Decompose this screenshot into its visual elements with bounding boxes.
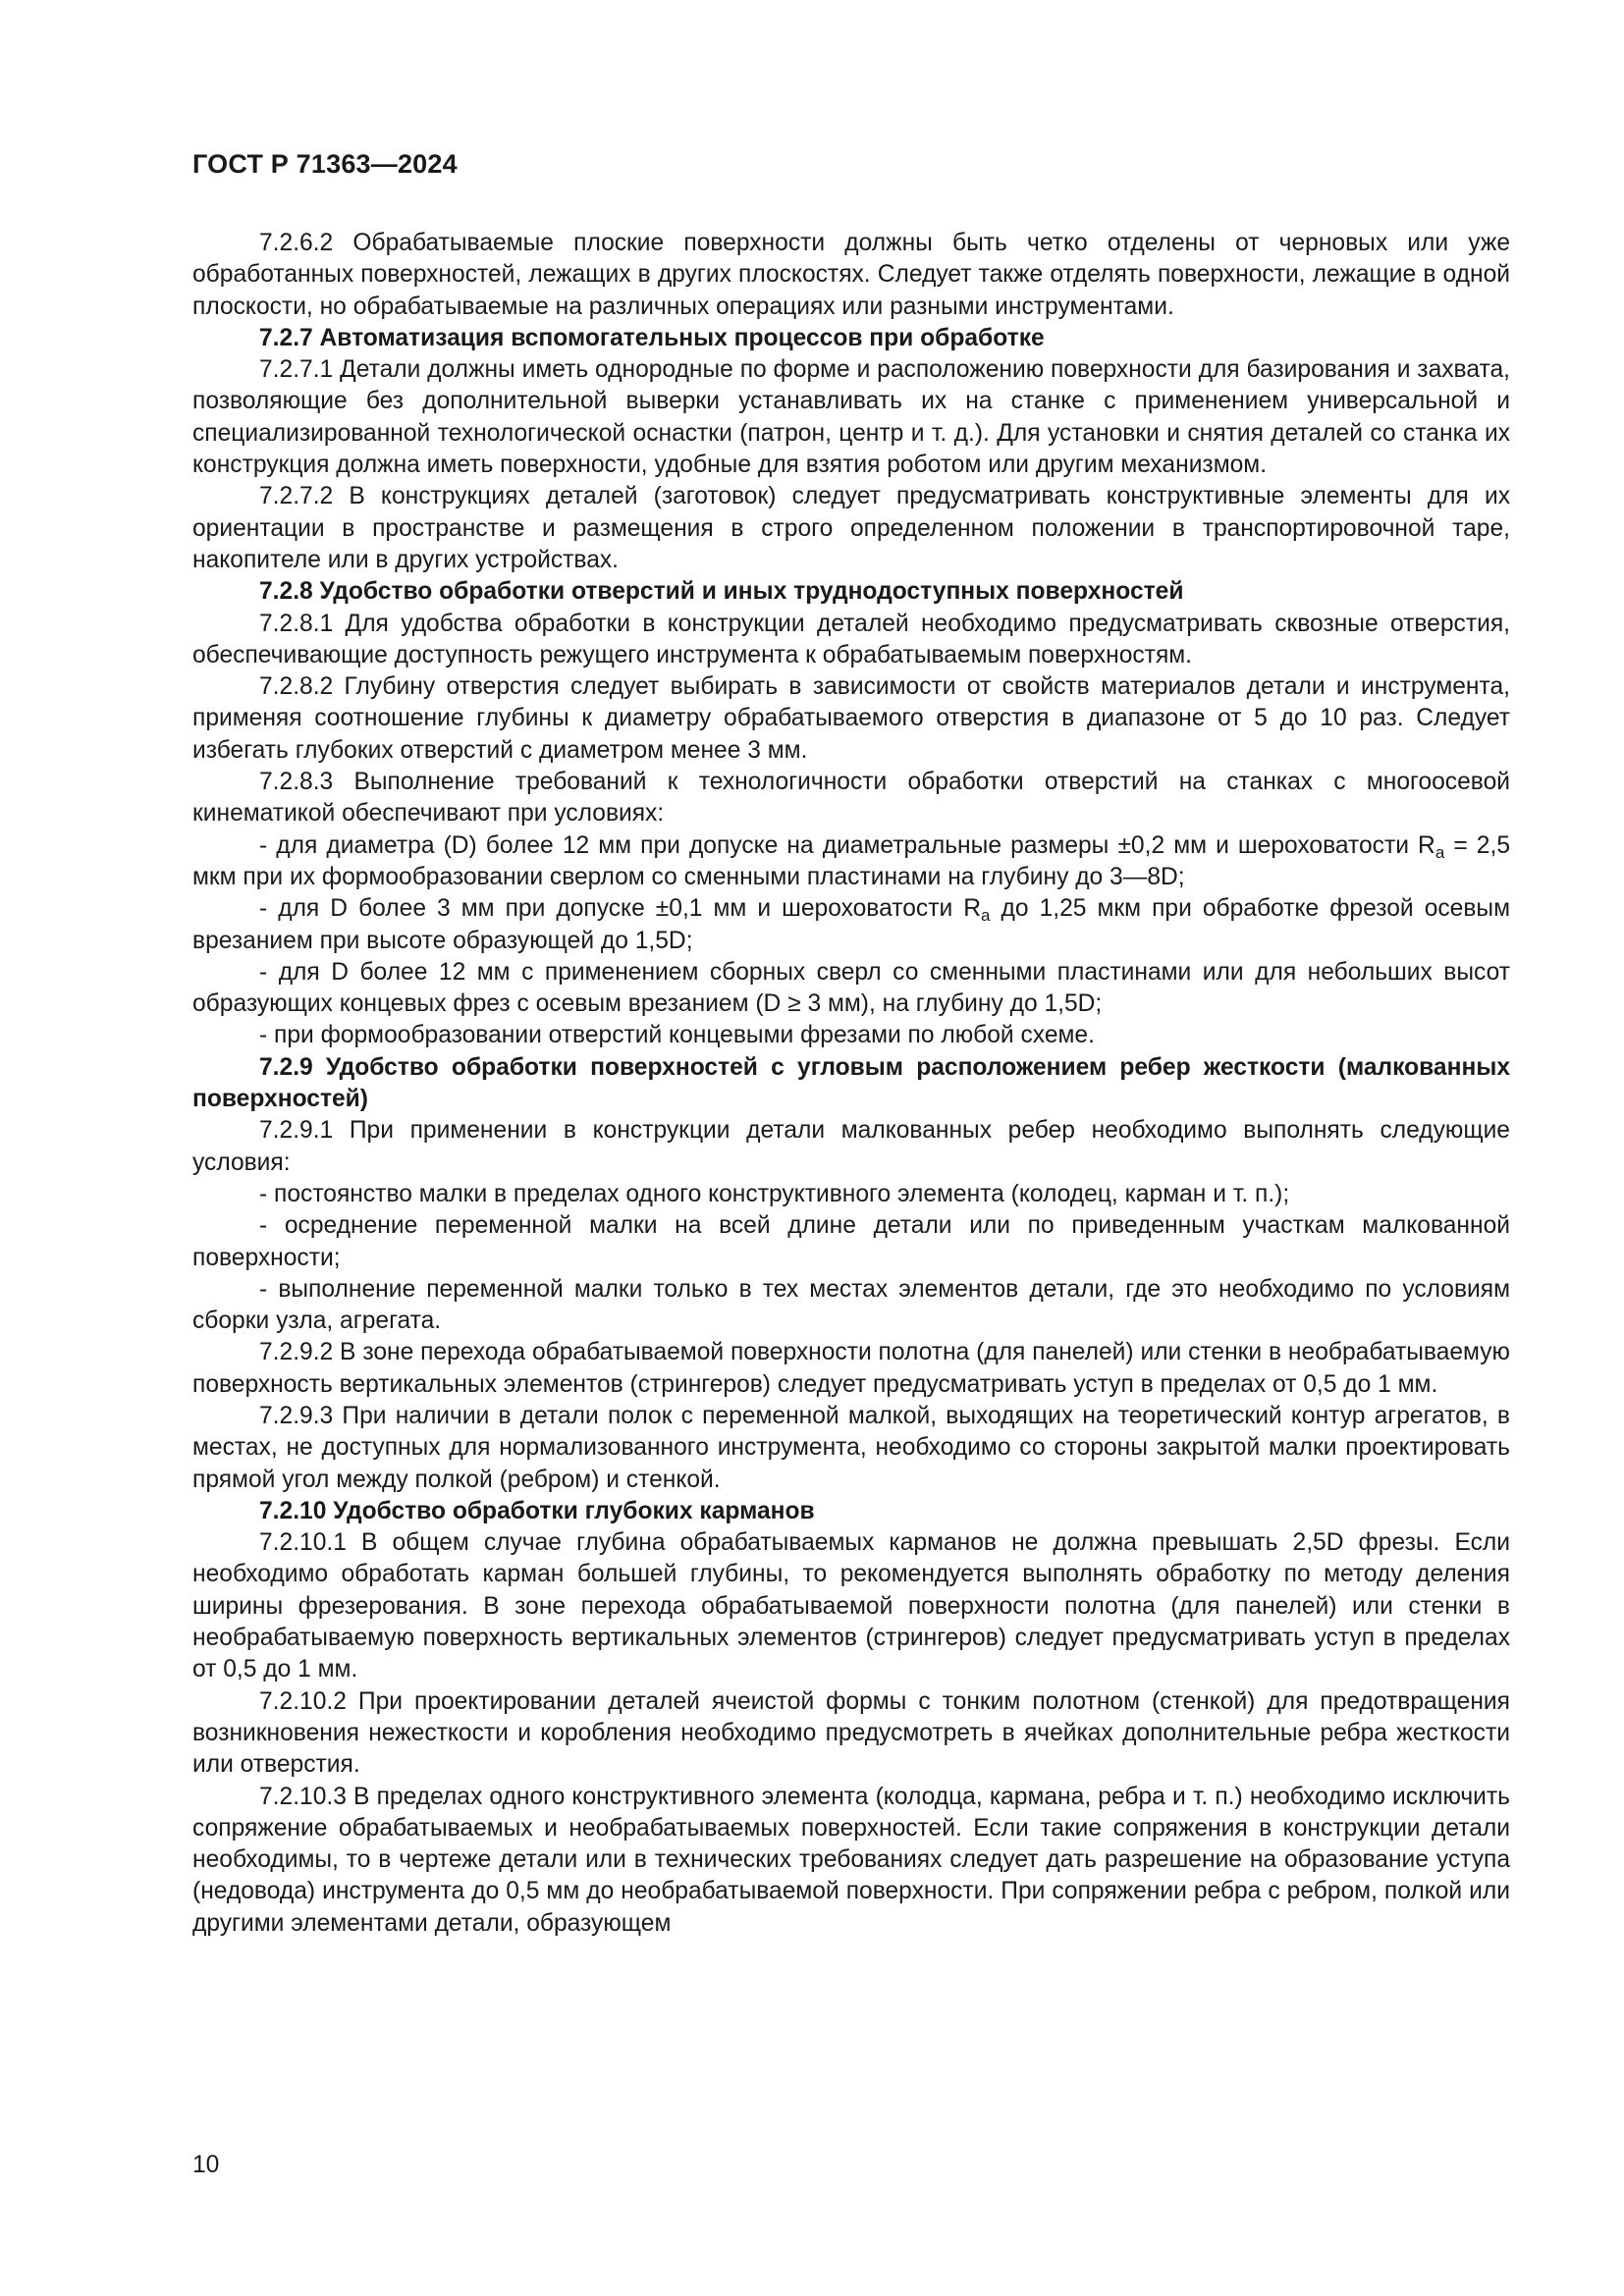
list-item-averaging-bevel: - осреднение переменной малки на всей длине детали или по приведенным участкам малкованной поверхности; <box>192 1212 1510 1271</box>
list-item-text: до 1,25 мкм при обработке фрезой осевым врезанием при высоте образующей до 1,5D; <box>192 895 1511 954</box>
paragraph-7-2-10-2: 7.2.10.2 При проектировании деталей ячеистой формы с тонким полотном (стенкой) для предотвращения возникновения нежесткости и коробления необходимо предусмотреть в ячейках дополнительные ребра жесткости или отверстия. <box>192 1687 1510 1779</box>
list-item-text: - для диаметра (D) более 12 мм при допуске на диаметральные размеры ±0,2 мм и шероховатости R <box>259 831 1435 859</box>
heading-7-2-10: 7.2.10 Удобство обработки глубоких карманов <box>259 1497 815 1524</box>
list-item-end-mills: - при формообразовании отверстий концевыми фрезами по любой схеме. <box>259 1022 1095 1049</box>
document-body <box>192 228 1510 1940</box>
paragraph-7-2-8-2: 7.2.8.2 Глубину отверстия следует выбирать в зависимости от свойств материалов детали и инструмента, применяя соотношение глубины к диаметру обрабатываемого отверстия в диапазоне от 5 до 10 раз. Следует избегать глубоких отверстий с диаметром менее 3 мм. <box>192 673 1510 764</box>
list-item-constant-bevel: - постоянство малки в пределах одного конструктивного элемента (колодец, карман и т. п.); <box>259 1180 1290 1207</box>
page-number: 10 <box>192 2152 220 2178</box>
paragraph-7-2-9-2: 7.2.9.2 В зоне перехода обрабатываемой поверхности полотна (для панелей) или стенки в необрабатываемую поверхность вертикальных элементов (стрингеров) следует предусматривать уступ в пределах от 0,5 до 1 мм. <box>192 1339 1510 1398</box>
heading-7-2-9: 7.2.9 Удобство обработки поверхностей с угловым расположением ребер жесткости (малкованных поверхностей) <box>192 1053 1510 1113</box>
list-item-text: - для D более 3 мм при допуске ±0,1 мм и шероховатости R <box>259 895 981 923</box>
paragraph-7-2-9-1: 7.2.9.1 При применении в конструкции детали малкованных ребер необходимо выполнять следующие условия: <box>192 1117 1510 1176</box>
paragraph-7-2-8-3: 7.2.8.3 Выполнение требований к технологичности обработки отверстий на станках с многоосевой кинематикой обеспечивают при условиях: <box>192 769 1510 828</box>
subscript-a: a <box>1435 842 1445 862</box>
paragraph-7-2-7-1: 7.2.7.1 Детали должны иметь однородные по форме и расположению поверхности для базирования и захвата, позволяющие без дополнительной выверки устанавливать их на станке с применением универсальной и специализированной технологической оснастки (патрон, центр и т. д.). Для установки и снятия деталей со станка их конструкция должна иметь поверхности, удобные для взятия роботом или другим механизмом. <box>192 356 1510 479</box>
paragraph-7-2-6-2: 7.2.6.2 Обрабатываемые плоские поверхности должны быть четко отделены от черновых или уже обработанных поверхностей, лежащих в других плоскостях. Следует также отделять поверхности, лежащие в одной плоскости, но обрабатываемые на различных операциях или разными инструментами. <box>192 230 1510 320</box>
list-item-text: = 2,5 мкм при их формообразовании сверлом со сменными пластинами на глубину до 3—8D; <box>192 831 1511 890</box>
paragraph-7-2-10-1: 7.2.10.1 В общем случае глубина обрабатываемых карманов не должна превышать 2,5D фрезы. Если необходимо обработать карман большей глубины, то рекомендуется выполнять обработку по методу деления ширины фрезерования. В зоне перехода обрабатываемой поверхности полотна (для панелей) или стенки в необрабатываемую поверхность вертикальных элементов (стрингеров) следует предусматривать уступ в пределах от 0,5 до 1 мм. <box>192 1529 1510 1683</box>
list-item-diameter-3mm <box>192 893 1510 957</box>
paragraph-7-2-10-3: 7.2.10.3 В пределах одного конструктивного элемента (колодца, кармана, ребра и т. п.) необходимо исключить сопряжение обрабатываемых и необрабатываемых поверхностей. Если такие сопряжения в конструкции детали необходимы, то в чертеже детали или в технических требованиях следует дать разрешение на образование уступа (недовода) инструмента до 0,5 мм до необрабатываемой поверхности. При сопряжении ребра с ребром, полкой или другими элементами детали, образующем <box>192 1783 1510 1937</box>
list-item-assembled-drills: - для D более 12 мм с применением сборных сверл со сменными пластинами или для небольших высот образующих концевых фрез с осевым врезанием (D ≥ 3 мм), на глубину до 1,5D; <box>192 958 1510 1018</box>
paragraph-7-2-7-2: 7.2.7.2 В конструкциях деталей (заготовок) следует предусматривать конструктивные элементы для их ориентации в пространстве и размещения в строго определенном положении в транспортировочной таре, накопителе или в других устройствах. <box>192 483 1510 573</box>
subscript-a: a <box>981 906 991 926</box>
paragraph-7-2-8-1: 7.2.8.1 Для удобства обработки в конструкции деталей необходимо предусматривать сквозные отверстия, обеспечивающие доступность режущего инструмента к обрабатываемым поверхностям. <box>192 610 1510 668</box>
heading-7-2-7: 7.2.7 Автоматизация вспомогательных процессов при обработке <box>259 324 1045 351</box>
document-header: ГОСТ Р 71363—2024 <box>192 149 458 179</box>
paragraph-7-2-9-3: 7.2.9.3 При наличии в детали полок с переменной малкой, выходящих на теоретический контур агрегатов, в местах, не доступных для нормализованного инструмента, необходимо со стороны закрытой малки проектировать прямой угол между полкой (ребром) и стенкой. <box>192 1402 1510 1493</box>
heading-7-2-8: 7.2.8 Удобство обработки отверстий и иных труднодоступных поверхностей <box>259 578 1184 606</box>
list-item-diameter-12mm <box>192 830 1510 894</box>
list-item-variable-bevel: - выполнение переменной малки только в тех местах элементов детали, где это необходимо по условиям сборки узла, агрегата. <box>192 1275 1510 1335</box>
